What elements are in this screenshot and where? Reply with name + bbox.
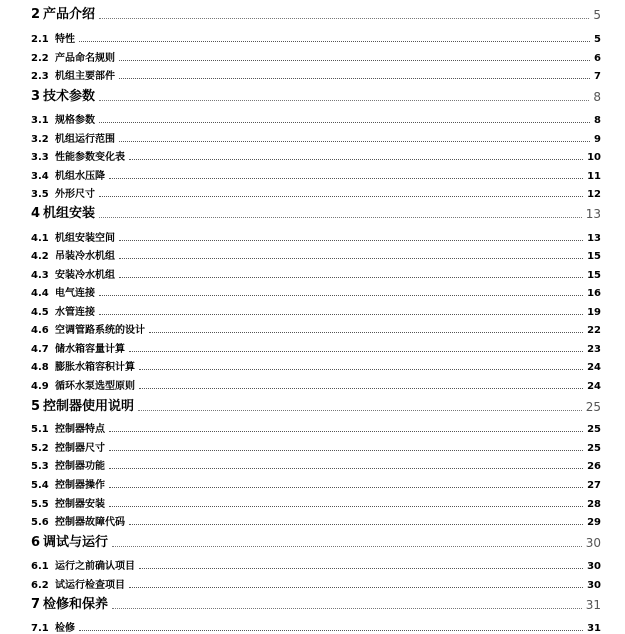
toc-entry-page-number: 10 <box>587 152 601 163</box>
toc-entry-page-number: 5 <box>594 34 601 45</box>
toc-section-entry[interactable] <box>31 168 601 182</box>
toc-entry-title: 控制器故障代码 <box>55 517 125 528</box>
toc-entry-page-number: 31 <box>585 598 601 612</box>
toc-entry-title: 机组水压降 <box>55 171 105 182</box>
toc-section-entry[interactable] <box>31 620 601 634</box>
toc-dot-leader <box>139 388 583 389</box>
toc-entry-page-number: 27 <box>587 480 601 491</box>
toc-section-entry[interactable] <box>31 248 601 262</box>
toc-section-entry[interactable] <box>31 112 601 126</box>
toc-entry-page-number: 24 <box>587 381 601 392</box>
toc-dot-leader <box>99 122 590 123</box>
toc-chapter-entry[interactable] <box>31 396 601 414</box>
toc-entry-number: 4.2 <box>31 251 49 262</box>
toc-entry-page-number: 13 <box>587 233 601 244</box>
toc-chapter-entry[interactable] <box>31 86 601 104</box>
toc-dot-leader <box>129 524 583 525</box>
toc-entry-number: 2 <box>31 7 41 22</box>
toc-dot-leader <box>99 217 582 218</box>
toc-dot-leader <box>119 258 583 259</box>
toc-dot-leader <box>119 141 590 142</box>
toc-entry-page-number: 13 <box>585 207 601 221</box>
toc-entry-number: 5.5 <box>31 499 49 510</box>
toc-entry-title: 控制器尺寸 <box>55 443 105 454</box>
toc-entry-number: 6 <box>31 535 41 550</box>
toc-entry-title: 产品介绍 <box>43 7 96 22</box>
toc-entry-page-number: 23 <box>587 344 601 355</box>
toc-entry-number: 3.3 <box>31 152 49 163</box>
toc-entry-page-number: 8 <box>594 115 601 126</box>
toc-dot-leader <box>119 277 583 278</box>
toc-chapter-entry[interactable] <box>31 203 601 221</box>
toc-entry-page-number: 15 <box>587 251 601 262</box>
toc-entry-title: 膨胀水箱容积计算 <box>55 362 135 373</box>
toc-entry-number: 3.1 <box>31 115 49 126</box>
toc-entry-title: 控制器使用说明 <box>43 399 135 414</box>
toc-section-entry[interactable] <box>31 186 601 200</box>
toc-section-entry[interactable] <box>31 267 601 281</box>
toc-entry-number: 2.1 <box>31 34 49 45</box>
toc-section-entry[interactable] <box>31 31 601 45</box>
toc-dot-leader <box>112 546 582 547</box>
toc-entry-page-number: 30 <box>587 580 601 591</box>
toc-dot-leader <box>109 506 583 507</box>
toc-entry-page-number: 30 <box>585 536 601 550</box>
toc-dot-leader <box>79 630 583 631</box>
toc-dot-leader <box>99 100 589 101</box>
toc-entry-number: 7.1 <box>31 623 49 634</box>
toc-entry-title: 机组主要部件 <box>55 71 115 82</box>
toc-entry-title: 控制器操作 <box>55 480 105 491</box>
toc-entry-number: 5.4 <box>31 480 49 491</box>
toc-entry-title: 特性 <box>55 34 75 45</box>
toc-entry-number: 5.3 <box>31 461 49 472</box>
toc-chapter-entry[interactable] <box>31 532 601 550</box>
toc-dot-leader <box>99 314 583 315</box>
toc-entry-title: 电气连接 <box>55 288 95 299</box>
toc-entry-number: 6.1 <box>31 561 49 572</box>
toc-dot-leader <box>139 369 583 370</box>
toc-entry-title: 控制器安装 <box>55 499 105 510</box>
toc-entry-page-number: 25 <box>585 400 601 414</box>
toc-entry-title: 机组安装 <box>43 206 96 221</box>
toc-entry-number: 3 <box>31 89 41 104</box>
toc-chapter-entry[interactable] <box>31 594 601 612</box>
toc-entry-title: 循环水泵选型原则 <box>55 381 135 392</box>
toc-dot-leader <box>119 240 583 241</box>
toc-dot-leader <box>109 468 583 469</box>
toc-entry-page-number: 25 <box>587 443 601 454</box>
toc-section-entry[interactable] <box>31 50 601 64</box>
toc-entry-title: 外形尺寸 <box>55 189 95 200</box>
toc-entry-number: 2.3 <box>31 71 49 82</box>
toc-entry-title: 水管连接 <box>55 307 95 318</box>
toc-dot-leader <box>112 608 582 609</box>
toc-dot-leader <box>139 568 583 569</box>
toc-entry-number: 4.6 <box>31 325 49 336</box>
toc-dot-leader <box>109 450 583 451</box>
toc-entry-number: 4.4 <box>31 288 49 299</box>
toc-section-entry[interactable] <box>31 577 601 591</box>
toc-section-entry[interactable] <box>31 359 601 373</box>
toc-entry-title: 技术参数 <box>43 89 96 104</box>
toc-entry-number: 4.8 <box>31 362 49 373</box>
toc-entry-title: 机组运行范围 <box>55 134 115 145</box>
toc-chapter-entry[interactable] <box>31 4 601 22</box>
toc-entry-number: 3.4 <box>31 171 49 182</box>
toc-entry-page-number: 31 <box>587 623 601 634</box>
toc-entry-page-number: 19 <box>587 307 601 318</box>
toc-entry-number: 4.1 <box>31 233 49 244</box>
toc-dot-leader <box>129 587 583 588</box>
toc-entry-page-number: 5 <box>593 8 601 22</box>
toc-dot-leader <box>149 332 583 333</box>
toc-entry-title: 检修和保养 <box>43 597 109 612</box>
toc-dot-leader <box>109 178 583 179</box>
toc-entry-title: 产品命名规则 <box>55 53 115 64</box>
toc-section-entry[interactable] <box>31 285 601 299</box>
toc-entry-title: 控制器功能 <box>55 461 105 472</box>
toc-section-entry[interactable] <box>31 230 601 244</box>
toc-dot-leader <box>119 60 590 61</box>
toc-dot-leader <box>129 351 583 352</box>
toc-entry-page-number: 15 <box>587 270 601 281</box>
toc-section-entry[interactable] <box>31 421 601 435</box>
toc-section-entry[interactable] <box>31 558 601 572</box>
toc-entry-number: 5.6 <box>31 517 49 528</box>
toc-entry-page-number: 16 <box>587 288 601 299</box>
toc-entry-title: 规格参数 <box>55 115 95 126</box>
toc-dot-leader <box>79 41 590 42</box>
toc-section-entry[interactable] <box>31 341 601 355</box>
toc-dot-leader <box>99 295 583 296</box>
toc-entry-title: 储水箱容量计算 <box>55 344 125 355</box>
toc-dot-leader <box>99 18 589 19</box>
toc-section-entry[interactable] <box>31 304 601 318</box>
toc-entry-page-number: 7 <box>594 71 601 82</box>
toc-entry-title: 调试与运行 <box>43 535 109 550</box>
toc-dot-leader <box>99 196 583 197</box>
toc-entry-number: 5 <box>31 399 41 414</box>
toc-entry-number: 4.3 <box>31 270 49 281</box>
toc-section-entry[interactable] <box>31 514 601 528</box>
toc-entry-number: 4.5 <box>31 307 49 318</box>
toc-entry-page-number: 30 <box>587 561 601 572</box>
toc-entry-title: 运行之前确认项目 <box>55 561 135 572</box>
toc-entry-number: 2.2 <box>31 53 49 64</box>
toc-entry-number: 3.2 <box>31 134 49 145</box>
toc-section-entry[interactable] <box>31 68 601 82</box>
toc-section-entry[interactable] <box>31 378 601 392</box>
toc-entry-number: 7 <box>31 597 41 612</box>
toc-section-entry[interactable] <box>31 458 601 472</box>
toc-entry-page-number: 28 <box>587 499 601 510</box>
toc-section-entry[interactable] <box>31 131 601 145</box>
toc-entry-title: 性能参数变化表 <box>55 152 125 163</box>
toc-entry-number: 5.1 <box>31 424 49 435</box>
toc-entry-page-number: 8 <box>593 90 601 104</box>
toc-entry-page-number: 26 <box>587 461 601 472</box>
toc-section-entry[interactable] <box>31 477 601 491</box>
toc-entry-title: 检修 <box>55 623 75 634</box>
toc-entry-page-number: 11 <box>587 171 601 182</box>
toc-entry-number: 5.2 <box>31 443 49 454</box>
toc-dot-leader <box>138 410 582 411</box>
toc-dot-leader <box>119 78 590 79</box>
toc-entry-title: 安装冷水机组 <box>55 270 115 281</box>
toc-section-entry[interactable] <box>31 496 601 510</box>
toc-entry-number: 6.2 <box>31 580 49 591</box>
toc-entry-title: 机组安装空间 <box>55 233 115 244</box>
toc-entry-page-number: 29 <box>587 517 601 528</box>
toc-entry-page-number: 22 <box>587 325 601 336</box>
toc-entry-title: 空调管路系统的设计 <box>55 325 145 336</box>
toc-entry-page-number: 6 <box>594 53 601 64</box>
toc-entry-title: 试运行检查项目 <box>55 580 125 591</box>
toc-entry-page-number: 9 <box>594 134 601 145</box>
toc-dot-leader <box>129 159 583 160</box>
toc-entry-number: 3.5 <box>31 189 49 200</box>
toc-entry-page-number: 12 <box>587 189 601 200</box>
toc-entry-number: 4.7 <box>31 344 49 355</box>
toc-entry-title: 控制器特点 <box>55 424 105 435</box>
toc-section-entry[interactable] <box>31 149 601 163</box>
toc-entry-page-number: 25 <box>587 424 601 435</box>
toc-entry-page-number: 24 <box>587 362 601 373</box>
toc-dot-leader <box>109 431 583 432</box>
toc-section-entry[interactable] <box>31 440 601 454</box>
toc-section-entry[interactable] <box>31 322 601 336</box>
toc-entry-number: 4.9 <box>31 381 49 392</box>
toc-dot-leader <box>109 487 583 488</box>
toc-entry-number: 4 <box>31 206 41 221</box>
toc-entry-title: 吊装冷水机组 <box>55 251 115 262</box>
